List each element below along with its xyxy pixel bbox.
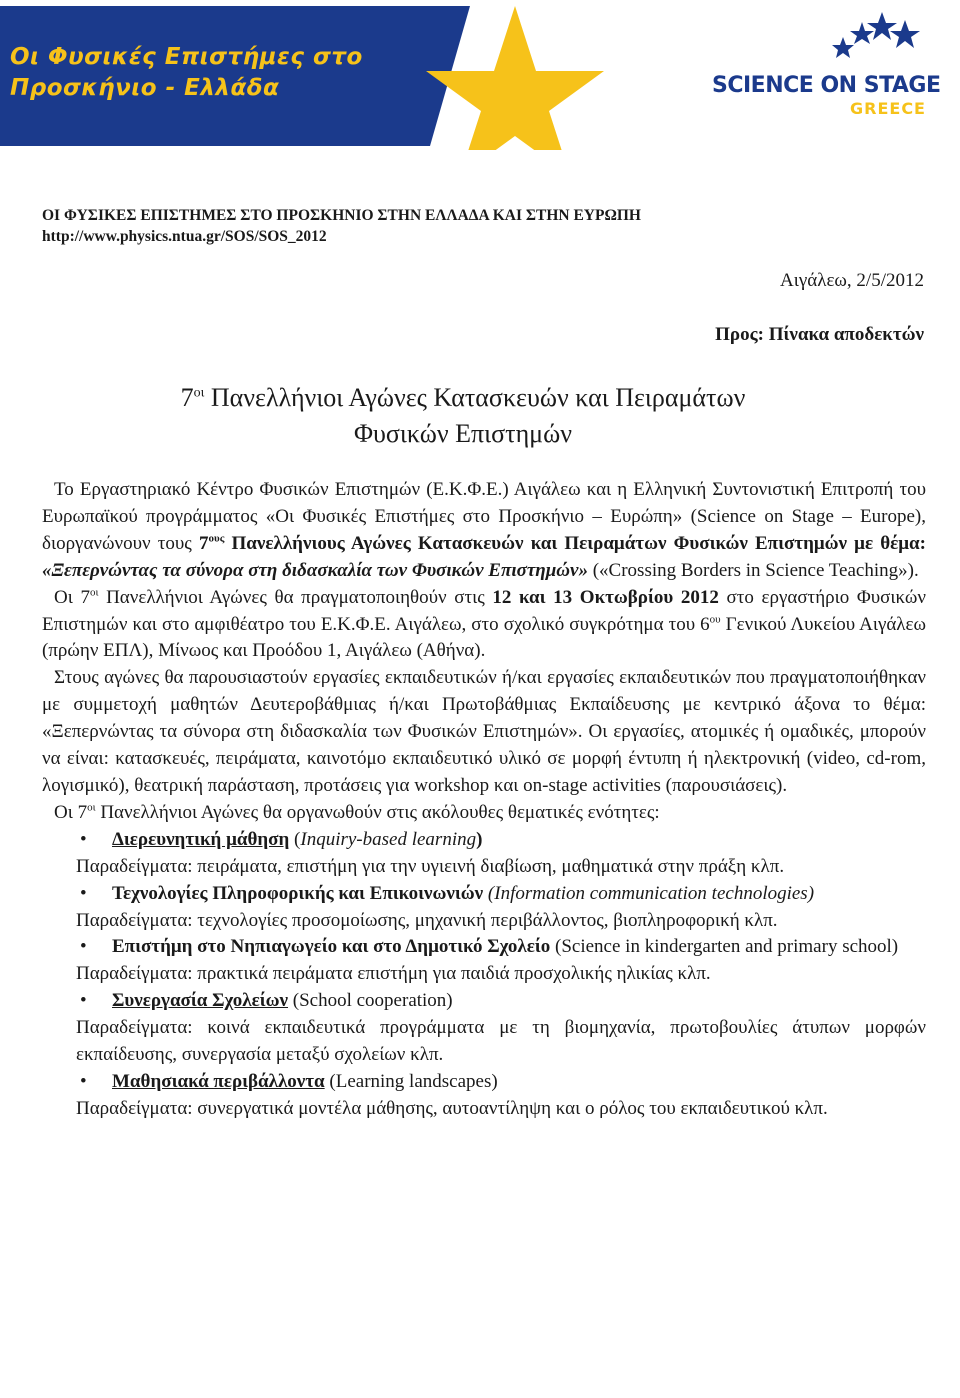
bullet-icon: • [80,882,87,904]
banner-title [10,42,363,104]
bullet-icon: • [80,828,87,850]
recipients-line: Προς: Πίνακα αποδεκτών [715,324,924,345]
title-line2: Φυσικών Επιστημών [353,419,572,448]
bullet-icon: • [80,1070,87,1092]
title-line1: Πανελλήνιοι Αγώνες Κατασκευών και Πειραμάτων [204,383,746,412]
section-item: • Επιστήμη στο Νηπιαγωγείο και στο Δημοτικό Σχολείο (Science in kindergarten and primary school) [42,934,926,961]
section-example: Παραδείγματα: πειράματα, επιστήμη για την υγιεινή διαβίωση, μαθηματικά στην πράξη κλπ. [76,855,785,877]
logo-greece: GREECE [850,99,926,118]
document-header [42,205,641,247]
section-example: Παραδείγματα: πρακτικά πειράματα επιστήμη για παιδιά προσχολικής ηλικίας κλπ. [76,963,711,985]
section-example: Παραδείγματα: τεχνολογίες προσομοίωσης, μηχανική περιβάλλοντος, βιοπληροφορική κλπ. [76,909,778,931]
banner-title-line1: Οι Φυσικές Επιστήμες στο [10,44,363,70]
logo-science: SCIENCE [712,73,814,98]
paragraph-dates: Οι $7^{o\iota}$ Πανελλήνιοι Αγώνες θα πραγματοποιηθούν στις 12 και 13 Οκτωβρίου 2012 στο εργαστήριο Φυσικών Επιστημών και στο αμφιθέατρο του Ε.Κ.Φ.Ε. Αιγάλεω, στο σχολικό συγκρότημα του $6^{o\upsilon}$ Γενικού Λυκείου Αιγάλεω (πρώην ΕΠΛ), Μίνωος και Προόδου 1, Αιγάλεω (Αθήνα). [42,586,927,662]
page-title [42,380,884,452]
section-example: Παραδείγματα: κοινά εκπαιδευτικά προγράμματα με τη βιομηχανία, πρωτοβουλίες άτυπων μορφών εκπαίδευσης, συνεργασία μεταξύ σχολείων κλπ. [76,1017,926,1066]
section-item: • Συνεργασία Σχολείων (School cooperation) [42,988,926,1015]
banner-title-line2: Προσκήνιο - Ελλάδα [10,75,280,101]
science-on-stage-logo [712,73,941,118]
title-number: 7 [180,383,194,412]
letter-date: Αιγάλεω, 2/5/2012 [780,270,924,291]
bullet-icon: • [80,936,87,958]
header-banner [0,0,960,150]
logo-on-stage: ON STAGE [820,73,941,98]
section-item: • Διερευνητική μάθηση (Inquiry-based learning) [42,827,926,854]
bullet-icon: • [80,990,87,1012]
title-superscript: οι [193,385,205,401]
letter-body [42,477,926,1123]
website-link[interactable]: http://www.physics.ntua.gr/SOS/SOS_2012 [42,228,327,245]
section-example: Παραδείγματα: συνεργατικά μοντέλα μάθησης, αυτοαντίληψη και ο ρόλος του εκπαιδευτικού κλπ. [76,1097,828,1119]
paragraph-intro: Το Εργαστηριακό Κέντρο Φυσικών Επιστημών (Ε.Κ.Φ.Ε.) Αιγάλεω και η Ελληνική Συντονιστική Επιτροπή του Ευρωπαϊκού προγράμματος «Οι Φυσικές Επιστήμες στο Προσκήνιο – Ευρώπη» (Science on Stage – Europe), διοργανώνουν τους $7^{o\upsilon\varsigma}$ Πανελλήνιους Αγώνες Κατασκευών και Πειραμάτων Φυσικών Επιστημών με θέμα: «Ξεπερνώντας τα σύνορα στη διδασκαλία των Φυσικών Επιστημών» («Crossing Borders in Science Teaching»). [42,479,926,581]
section-item: • Τεχνολογίες Πληροφορικής και Επικοινωνιών (Information communication technologies) [42,881,926,908]
section-item: • Μαθησιακά περιβάλλοντα (Learning landscapes) [42,1069,926,1096]
org-name: ΟΙ ΦΥΣΙΚΕΣ ΕΠΙΣΤΗΜΕΣ ΣΤΟ ΠΡΟΣΚΗΝΙΟ ΣΤΗΝ ΕΛΛΑΔΑ ΚΑΙ ΣΤΗΝ ΕΥΡΩΠΗ [42,207,641,224]
paragraph-sections-intro: Οι $7^{o\iota}$ Πανελλήνιοι Αγώνες θα οργανωθούν στις ακόλουθες θεματικές ενότητες: [54,801,660,823]
paragraph-works: Στους αγώνες θα παρουσιαστούν εργασίες εκπαιδευτικών ή/και εργασίες εκπαιδευτικών που πραγματοποιήθηκαν με συμμετοχή μαθητών Δευτεροβάθμιας ή/και Πρωτοβάθμιας Εκπαίδευσης με κεντρικό άξονα το θέμα: «Ξεπερνώντας τα σύνορα στη διδασκαλία των Φυσικών Επιστημών». Οι εργασίες, ατομικές ή ομαδικές, μπορούν να είναι: κατασκευές, πειράματα, καινοτόμο εκπαιδευτικό υλικό σε μορφή έντυπη ή ηλεκτρονική (video, cd-rom, λογισμικό), θεατρική παράσταση, προτάσεις για workshop και on-stage activities (παρουσιάσεις). [42,667,926,796]
